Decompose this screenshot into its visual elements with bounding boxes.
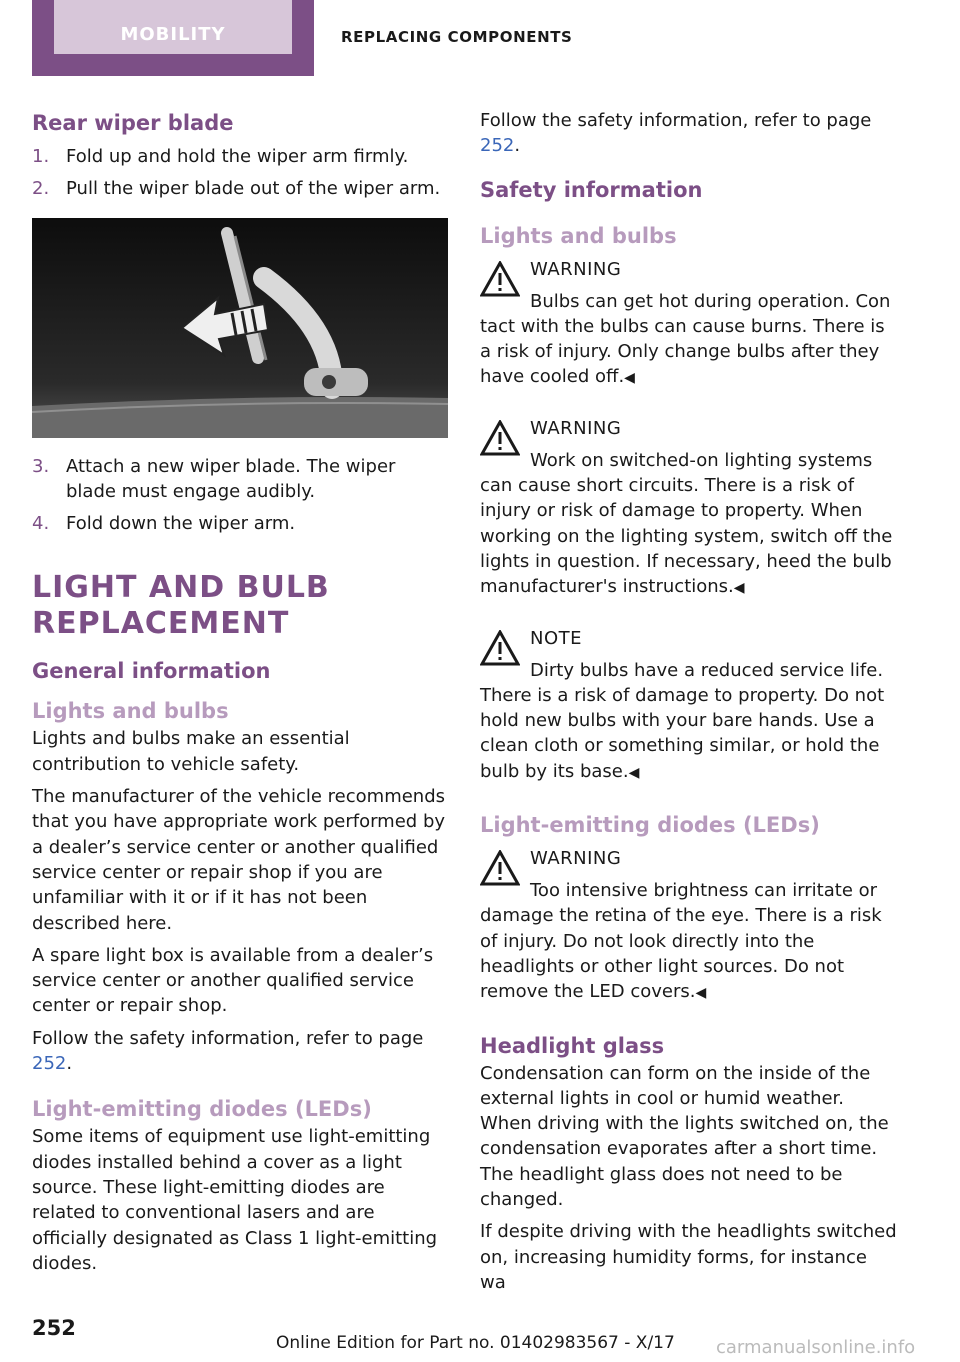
section-title: REPLACING COMPONENTS	[341, 28, 573, 46]
watermark-site: carmanualsonline.info	[716, 1337, 916, 1358]
paragraph: Some items of equipment use light-emitting diodes installed behind a cover as a light source. These light-emitting diodes are related to conventional lasers and are officially designated as Class 1 light-emitting diodes.	[32, 1126, 438, 1274]
warning-body	[480, 473, 900, 601]
major-heading: LIGHT AND BULB REPLACEMENT	[32, 570, 330, 642]
leds-heading: Light-emitting diodes (LEDs)	[32, 1097, 372, 1122]
warning-label: WARNING	[530, 848, 622, 870]
step-number: 2.	[32, 178, 50, 200]
note-lead: Dirty bulbs have a reduced service life.	[530, 659, 884, 681]
wiper-steps-list-b	[32, 454, 450, 537]
end-mark: ◀	[628, 764, 640, 781]
page-link[interactable]: 252	[480, 135, 515, 157]
warning-triangle-icon	[480, 850, 520, 886]
general-information-heading: General information	[32, 659, 271, 684]
chapter-tab[interactable]	[32, 0, 314, 76]
warning-text: can cause short circuits. There is a risk of injury or risk of damage to property. When working on the lighting system, switch off the lights in question. If necessary, heed the bulb manufacturer's instructions.	[480, 475, 893, 598]
lights-bulbs-heading: Lights and bulbs	[480, 223, 677, 248]
end-mark: ◀	[695, 985, 707, 1002]
paragraph: Lights and bulbs make an essential contribution to vehicle safety.	[32, 728, 350, 775]
paragraph: The manufacturer of the vehicle recommends that you have appropriate work performed by a dealer’s service center or another qualified service center or repair shop if you are unfamiliar with it or if it has not been described here.	[32, 786, 446, 934]
step-text: Pull the wiper blade out of the wiper arm.	[66, 178, 441, 200]
paragraph	[32, 1026, 450, 1077]
text: Follow the safety information, refer to page	[480, 110, 872, 131]
note-box	[480, 626, 900, 786]
warning-label: WARNING	[530, 258, 622, 280]
note-body	[480, 683, 900, 786]
warning-lead: Bulbs can get hot during operation. Con	[530, 290, 891, 312]
text: Follow the safety information, refer to page	[32, 1027, 424, 1049]
edition-line: Online Edition for Part no. 01402983567 - X/17	[276, 1333, 675, 1353]
step-text: Fold up and hold the wiper arm firmly.	[66, 146, 409, 167]
warning-label: WARNING	[530, 417, 622, 439]
list-item	[32, 176, 450, 201]
lights-bulbs-heading: Lights and bulbs	[32, 699, 229, 724]
warning-text: damage the retina of the eye. There is a risk of injury. Do not look directly into the headlights or other light sources. Do not remove the LED covers.	[480, 905, 882, 1003]
rear-wiper-heading: Rear wiper blade	[32, 111, 234, 135]
warning-lead: Too intensive brightness can irritate or	[530, 880, 878, 902]
leds-heading: Light-emitting diodes (LEDs)	[480, 813, 820, 838]
warning-triangle-icon	[480, 420, 520, 456]
headlight-glass-heading: Headlight glass	[480, 1033, 665, 1058]
step-number: 1.	[32, 146, 50, 167]
list-item	[32, 144, 450, 169]
warning-box	[480, 416, 900, 602]
warning-triangle-icon	[480, 630, 520, 666]
chapter-tab-label: MOBILITY	[120, 24, 226, 45]
step-number: 3.	[32, 455, 50, 477]
end-mark: ◀	[624, 370, 635, 387]
warning-body	[480, 314, 900, 392]
warning-lead: Work on switched-on lighting systems	[530, 449, 873, 471]
left-column	[32, 108, 450, 1283]
warning-body	[480, 903, 900, 1006]
page-number: 252	[32, 1316, 76, 1340]
page-link[interactable]: 252	[32, 1053, 67, 1075]
list-item	[32, 511, 450, 536]
paragraph	[480, 108, 900, 159]
warning-box	[480, 257, 900, 392]
wiper-steps-list-a	[32, 144, 450, 202]
warning-triangle-icon	[480, 261, 520, 297]
step-text: Fold down the wiper arm.	[66, 513, 296, 535]
end-mark: ◀	[733, 580, 745, 597]
paragraph: If despite driving with the headlights switched on, increasing humidity forms, for instance wa	[480, 1221, 897, 1293]
warning-text: tact with the bulbs can cause burns. There is a risk of injury. Only change bulbs after they have cooled off.	[480, 315, 885, 388]
paragraph: Condensation can form on the inside of the external lights in cool or humid weather. When driving with the lights switched on, the condensation evaporates after a short time. The headlight glass does not need to be changed.	[480, 1062, 889, 1211]
note-text: There is a risk of damage to property. Do not hold new bulbs with your bare hands. Use a clean cloth or something similar, or hold the bulb by its base.	[480, 684, 885, 782]
paragraph: A spare light box is available from a dealer’s service center or another qualified service center or repair shop.	[32, 944, 434, 1017]
text: .	[66, 1053, 73, 1075]
list-item	[32, 454, 450, 505]
warning-box	[480, 846, 900, 1006]
note-label: NOTE	[530, 627, 583, 649]
text: .	[514, 135, 521, 157]
step-text: Attach a new wiper blade. The wiper blade must engage audibly.	[66, 455, 396, 502]
right-column	[480, 108, 900, 1302]
wiper-blade-illustration	[32, 218, 448, 438]
safety-information-heading: Safety information	[480, 177, 703, 202]
step-number: 4.	[32, 513, 50, 535]
